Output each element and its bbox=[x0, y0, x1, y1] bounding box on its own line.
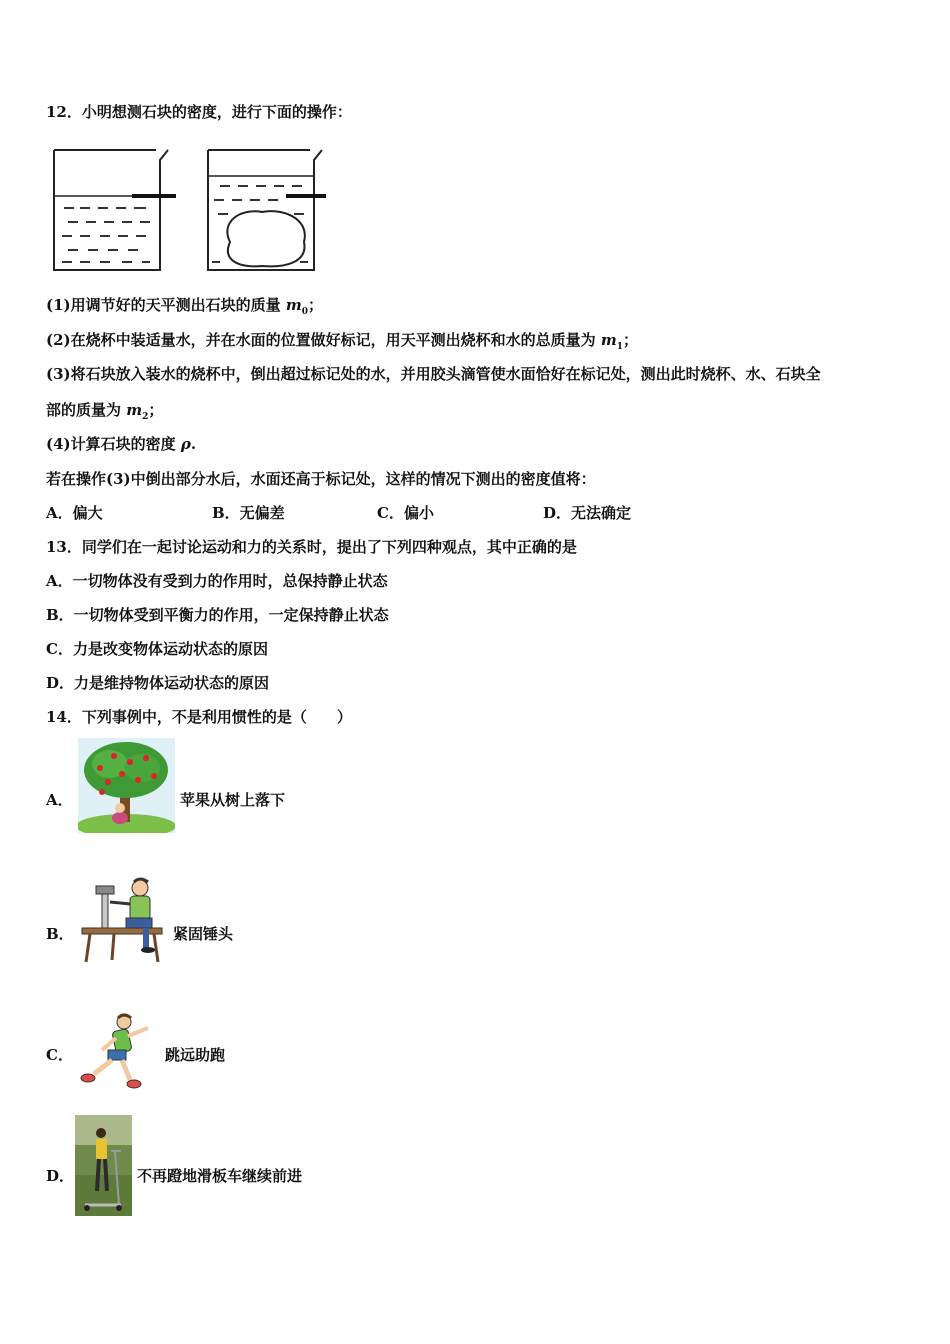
punctuation: ； bbox=[308, 296, 324, 314]
density-variable: ρ bbox=[180, 435, 191, 453]
subscript: 0 bbox=[301, 307, 308, 317]
mass-variable: m bbox=[600, 331, 617, 349]
q13-option-d[interactable]: D．力是维持物体运动状态的原因 bbox=[46, 674, 270, 692]
step-3-text: 部的质量为 bbox=[46, 401, 127, 419]
q14-stem: 14．下列事例中，不是利用惯性的是（ ） bbox=[46, 708, 352, 726]
step-4-text: (4)计算石块的密度 bbox=[46, 435, 181, 453]
q14-option-b-letter[interactable]: B． bbox=[46, 925, 74, 943]
punctuation: ； bbox=[623, 331, 639, 349]
mass-variable: m bbox=[126, 401, 143, 419]
q12-option-d[interactable]: D．无法确定 bbox=[543, 504, 632, 522]
q12-option-c[interactable]: C．偏小 bbox=[377, 504, 434, 522]
beaker-with-water bbox=[54, 150, 176, 270]
scooter-boy-image bbox=[75, 1115, 132, 1216]
q12-option-a[interactable]: A．偏大 bbox=[46, 504, 103, 522]
punctuation: ； bbox=[148, 401, 164, 419]
q12-option-b[interactable]: B．无偏差 bbox=[212, 504, 285, 522]
apple-tree-image bbox=[78, 738, 175, 833]
q14-option-a-text[interactable]: 苹果从树上落下 bbox=[180, 791, 286, 809]
punctuation: . bbox=[190, 435, 197, 453]
q12-question: 若在操作(3)中倒出部分水后，水面还高于标记处，这样的情况下测出的密度值将： bbox=[46, 470, 596, 488]
running-boy-image bbox=[76, 1012, 158, 1092]
q12-step-2 bbox=[46, 330, 638, 357]
step-1-text: (1)用调节好的天平测出石块的质量 bbox=[46, 296, 286, 314]
q14-option-a-letter[interactable]: A． bbox=[46, 791, 73, 809]
q12-step-3-line-2 bbox=[46, 400, 163, 427]
beaker-with-stone bbox=[208, 150, 326, 270]
q14-option-b-text[interactable]: 紧固锤头 bbox=[173, 925, 234, 943]
subscript: 1 bbox=[616, 342, 623, 352]
q13-option-b[interactable]: B．一切物体受到平衡力的作用，一定保持静止状态 bbox=[46, 606, 389, 624]
q13-option-a[interactable]: A．一切物体没有受到力的作用时，总保持静止状态 bbox=[46, 572, 388, 590]
q12-step-3-line-1: (3)将石块放入装水的烧杯中，倒出超过标记处的水，并用胶头滴管使水面恰好在标记处，测出此时烧杯、水、石块全 bbox=[46, 365, 821, 383]
mass-variable: m bbox=[285, 296, 302, 314]
q12-step-4 bbox=[46, 434, 196, 454]
q12-stem: 12．小明想测石块的密度，进行下面的操作： bbox=[46, 103, 352, 121]
hammer-bench-image bbox=[80, 876, 168, 966]
q12-step-1 bbox=[46, 295, 323, 322]
subscript: 2 bbox=[142, 412, 149, 422]
q14-option-c-letter[interactable]: C． bbox=[46, 1046, 73, 1064]
beakers-figure bbox=[50, 146, 326, 276]
q13-stem: 13．同学们在一起讨论运动和力的关系时，提出了下列四种观点，其中正确的是 bbox=[46, 538, 577, 556]
q13-option-c[interactable]: C．力是改变物体运动状态的原因 bbox=[46, 640, 268, 658]
step-2-text: (2)在烧杯中装适量水，并在水面的位置做好标记，用天平测出烧杯和水的总质量为 bbox=[46, 331, 601, 349]
q14-option-d-letter[interactable]: D． bbox=[46, 1167, 75, 1185]
q14-option-c-text[interactable]: 跳远助跑 bbox=[165, 1046, 226, 1064]
q14-option-d-text[interactable]: 不再蹬地滑板车继续前进 bbox=[137, 1167, 303, 1185]
